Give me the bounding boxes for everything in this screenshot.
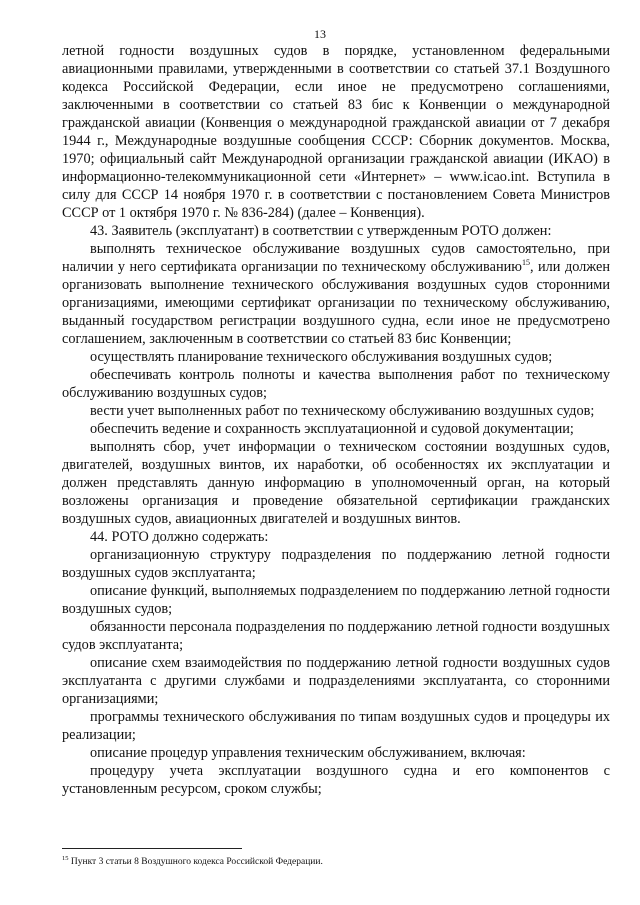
paragraph-1: летной годности воздушных судов в порядке, установленном федеральными авиационными правилами, утвержденными в соответствии со статьей 37.1 Воздушного кодекса Российской Федерации, если иное не предусмотрено соглашениями, заключенными в соответствии со статьей 83 бис к Конвенции о международной гражданской авиации (Конвенция о международной гражданской авиации от 7 декабря 1944 г., Международные воздушные сообщения СССР: Сборник документов. Москва, 1970; официальный сайт Международной организации гражданской авиации (ИКАО) в информационно-телекоммуникационной сети «Интернет» – www.icao.int. Вступила в силу для СССР 14 ноября 1970 г. в соответствии с постановлением Совета Министров СССР от 1 октября 1970 г. № 836-284) (далее – Конвенция). [62,43,610,221]
paragraph-3-text: выполнять техническое обслуживание воздушных судов самостоятельно, при наличии у него сертификата организации по техническому обслуживанию [62,241,610,275]
paragraph-4: осуществлять планирование технического обслуживания воздушных судов; [90,349,553,365]
paragraph-9: 44. РОТО должно содержать: [90,529,269,545]
page-number: 13 [314,27,326,41]
footnote [62,856,610,868]
footnote-divider [62,848,242,849]
paragraph-3 [62,240,610,348]
paragraph-10: организационную структуру подразделения по поддержанию летной годности воздушных судов эксплуатанта; [62,547,610,581]
paragraph-11: описание функций, выполняемых подразделением по поддержанию летной годности воздушных судов; [62,583,610,617]
paragraph-5: обеспечивать контроль полноты и качества выполнения работ по техническому обслуживанию воздушных судов; [62,367,610,401]
paragraph-3-text-after: , или должен организовать выполнение технического обслуживания воздушных судов сторонними организациями, имеющими сертификат организации по техническому обслуживанию, выданный государством регистрации воздушного судна, если иное не предусмотрено соглашением, заключенным в соответствии со статьей 83 бис Конвенции; [62,259,610,347]
paragraph-14: программы технического обслуживания по типам воздушных судов и процедуры их реализации; [62,709,610,743]
document-body [62,42,610,798]
paragraph-6: вести учет выполненных работ по техническому обслуживанию воздушных судов; [90,403,595,419]
footnote-reference: 15 [521,258,530,268]
footnote-number: 15 [62,854,69,862]
paragraph-8: выполнять сбор, учет информации о техническом состоянии воздушных судов, двигателей, воздушных винтов, их наработки, об особенностях их эксплуатации и должен представлять данную информацию в уполномоченный орган, на который возложены организация и проведение обязательной сертификации гражданских воздушных судов, авиационных двигателей и воздушных винтов. [62,439,610,527]
paragraph-2: 43. Заявитель (эксплуатант) в соответствии с утвержденным РОТО должен: [90,223,552,239]
paragraph-12: обязанности персонала подразделения по поддержанию летной годности воздушных судов эксплуатанта; [62,619,610,653]
paragraph-15: описание процедур управления техническим обслуживанием, включая: [90,745,526,761]
paragraph-16: процедуру учета эксплуатации воздушного судна и его компонентов с установленным ресурсом, сроком службы; [62,763,610,797]
paragraph-7: обеспечить ведение и сохранность эксплуатационной и судовой документации; [90,421,574,437]
footnote-text: Пункт 3 статьи 8 Воздушного кодекса Российской Федерации. [70,857,323,867]
paragraph-13: описание схем взаимодействия по поддержанию летной годности воздушных судов эксплуатанта с другими службами и подразделениями эксплуатанта, со сторонними организациями; [62,655,610,707]
